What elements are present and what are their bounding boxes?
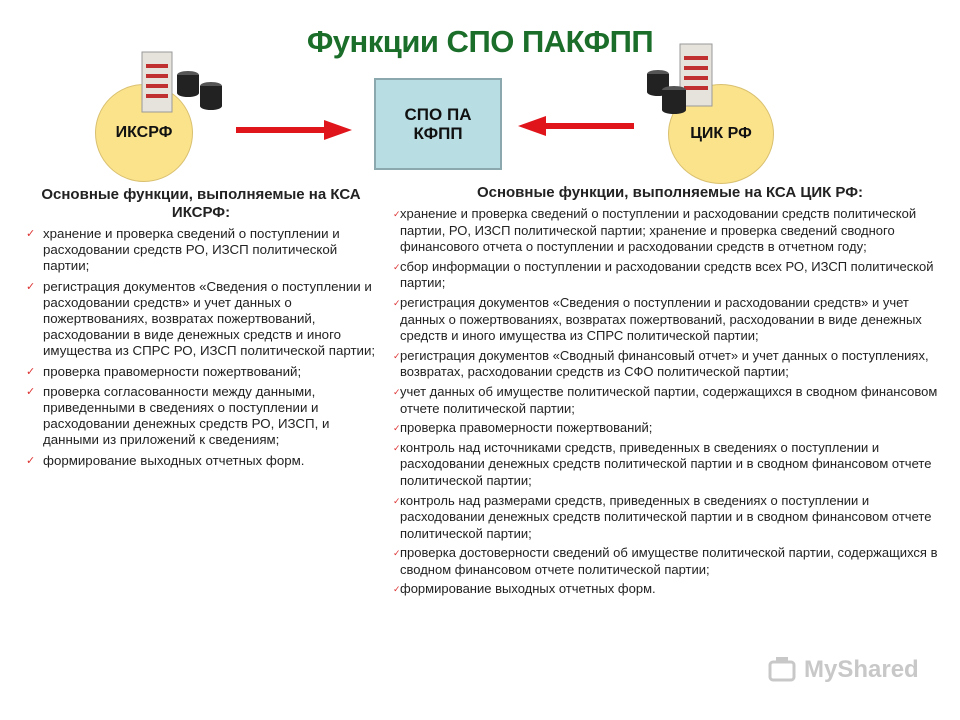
iksrf-function-list [26,226,376,469]
list-item-text: сбор информации о поступлении и расходовании средств всех РО, ИЗСП политической партии; [400,258,934,291]
list-item-text: проверка правомерности пожертвований; [43,363,302,379]
center-label-line2: КФПП [413,124,463,143]
node-spo-pakfpp [374,78,502,170]
list-item [394,581,946,598]
list-item-text: регистрация документов «Сведения о поступлении и расходовании средств» и учет данных о пожертвованиях, возвратах пожертвований, расходовании в виде денежных средств и иного имущества из СПРС политической партии; [400,294,922,344]
list-item-text: учет данных об имуществе политической партии, содержащихся в сводном финансовом отчете политической партии; [400,383,938,416]
list-item [394,259,946,292]
checkmark-icon: ✓ [393,261,401,272]
node-iksrf-label: ИКСРФ [115,124,173,141]
list-item [394,493,946,543]
node-cik-rf-label: ЦИК РФ [690,125,752,142]
list-item [394,545,946,578]
list-item [394,384,946,417]
watermark [768,656,919,684]
list-item-text: контроль над источниками средств, приведенных в сведениях о поступлении и расходовании денежных средств политической партии и в сводном финансовом отчете политической партии; [400,439,932,488]
list-item [394,295,946,345]
list-item-text: регистрация документов «Сводный финансовый отчет» и учет данных о поступлениях, возвратах, расходовании средств из СФО политической партии; [400,347,929,380]
list-item [26,364,376,380]
checkmark-icon: ✓ [393,584,401,595]
list-item-text: регистрация документов «Сведения о поступлении и расходовании средств» и учет данных о пожертвованиях, возвратах пожертвований, расходовании в виде денежных средств и иного имущества из СПРС РО, ИЗСП политической партии; [43,278,376,359]
list-item-text: хранение и проверка сведений о поступлении и расходовании средств РО, ИЗСП политической партии; [43,226,340,274]
checkmark-icon: ✓ [26,454,36,467]
list-item-text: проверка достоверности сведений об имуществе политической партии, содержащихся в сводном финансовом отчете политической партии; [400,545,938,577]
slide-title: Функции СПО ПАКФПП [306,24,654,59]
list-item [26,384,376,449]
checkmark-icon: ✓ [393,495,401,506]
checkmark-icon: ✓ [393,350,401,361]
server-icon [140,50,225,115]
list-item [394,348,946,381]
list-item-text: формирование выходных отчетных форм. [43,452,305,468]
list-item-text: формирование выходных отчетных форм. [400,581,656,597]
checkmark-icon: ✓ [26,385,36,398]
checkmark-icon: ✓ [393,423,401,434]
cik-functions [394,184,946,601]
checkmark-icon: ✓ [26,228,36,240]
list-item [26,279,376,360]
checkmark-icon: ✓ [26,365,36,378]
checkmark-icon: ✓ [393,297,401,308]
watermark-text: MyShared [804,656,919,683]
list-item [394,420,946,437]
checkmark-icon: ✓ [393,548,401,559]
checkmark-icon: ✓ [393,386,401,397]
list-item-text: контроль над размерами средств, приведенных в сведениях о поступлении и расходовании денежных средств политической партии и в сводном финансовом отчете политической партии; [400,492,932,541]
list-item-text: хранение и проверка сведений о поступлении и расходовании средств политической партии, РО, ИЗСП политической партии; хранение и проверка сведений сводного финансового отчета о поступлении и расходовании средств в отчетном году; [400,206,917,255]
iksrf-heading: Основные функции, выполняемые на КСА ИКСРФ: [41,186,361,221]
list-item-text: проверка правомерности пожертвований; [400,420,653,436]
checkmark-icon: ✓ [393,209,401,219]
list-item [394,206,946,256]
arrow-right-icon [236,120,354,140]
checkmark-icon: ✓ [26,280,36,293]
cik-function-list [394,206,946,598]
cik-heading: Основные функции, выполняемые на КСА ЦИК РФ: [476,184,864,201]
server-icon [644,42,729,117]
list-item [26,226,376,275]
arrow-left-icon [518,116,634,136]
center-label-line1: СПО ПА [404,105,472,124]
list-item [394,440,946,490]
checkmark-icon: ✓ [393,442,401,453]
watermark-logo-icon [768,656,798,684]
iksrf-functions [26,186,376,473]
list-item [26,453,376,469]
list-item-text: проверка согласованности между данными, приведенными в сведениях о поступлении и расходовании денежных средств РО, ИЗСП, и данными из приложений к сведениям; [43,383,330,448]
